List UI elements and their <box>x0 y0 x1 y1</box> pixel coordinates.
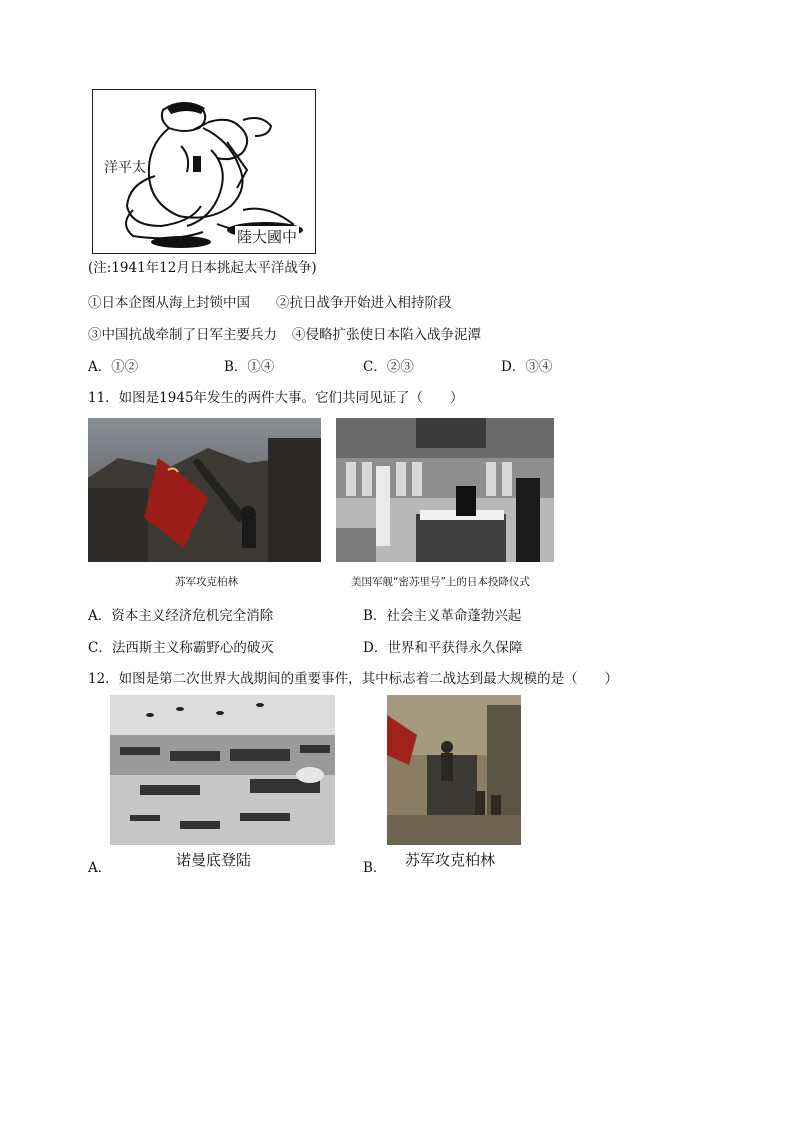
q11-option-a[interactable]: A．资本主义经济危机完全消除 <box>88 608 274 624</box>
statement-4: ④侵略扩张使日本陷入战争泥潭 <box>292 327 481 343</box>
q11-question: 11．如图是1945年发生的两件大事。它们共同见证了（ ） <box>88 390 464 406</box>
q12-question: 12．如图是第二次世界大战期间的重要事件，其中标志着二战达到最大规模的是（ ） <box>88 671 619 687</box>
photo-normandy-landing <box>110 695 335 845</box>
q10-option-c[interactable]: C．②③ <box>363 359 414 375</box>
q10-option-d[interactable]: D．③④ <box>501 359 553 375</box>
photo-japan-surrender <box>336 418 554 562</box>
q12-option-b-letter[interactable]: B． <box>363 860 387 876</box>
cartoon-label-bottom: 陸大國中 <box>237 228 298 246</box>
photo-berlin-soviet <box>387 695 521 845</box>
statement-1: ①日本企图从海上封锁中国 <box>88 295 250 311</box>
caption-berlin: 苏军攻克柏林 <box>175 576 238 588</box>
statement-3: ③中国抗战牵制了日军主要兵力 <box>88 327 277 343</box>
cartoon-image <box>92 89 316 254</box>
q12-option-a-caption: 诺曼底登陆 <box>176 851 252 869</box>
q10-option-a[interactable]: A．①② <box>88 359 139 375</box>
statement-2: ②抗日战争开始进入相持阶段 <box>276 295 452 311</box>
caption-surrender: 美国军舰“密苏里号”上的日本投降仪式 <box>351 576 530 588</box>
q10-option-b[interactable]: B．①④ <box>224 359 275 375</box>
q11-option-c[interactable]: C．法西斯主义称霸野心的破灭 <box>88 640 274 656</box>
photo-berlin-flag <box>88 418 321 562</box>
q12-option-b-caption: 苏军攻克柏林 <box>405 851 496 869</box>
q12-option-a-letter[interactable]: A． <box>88 860 112 876</box>
q11-option-b[interactable]: B．社会主义革命蓬勃兴起 <box>363 608 522 624</box>
cartoon-label-left: 洋平太 <box>103 157 147 177</box>
cartoon-note: (注:1941年12月日本挑起太平洋战争) <box>88 260 317 276</box>
q11-option-d[interactable]: D．世界和平获得永久保障 <box>363 640 523 656</box>
